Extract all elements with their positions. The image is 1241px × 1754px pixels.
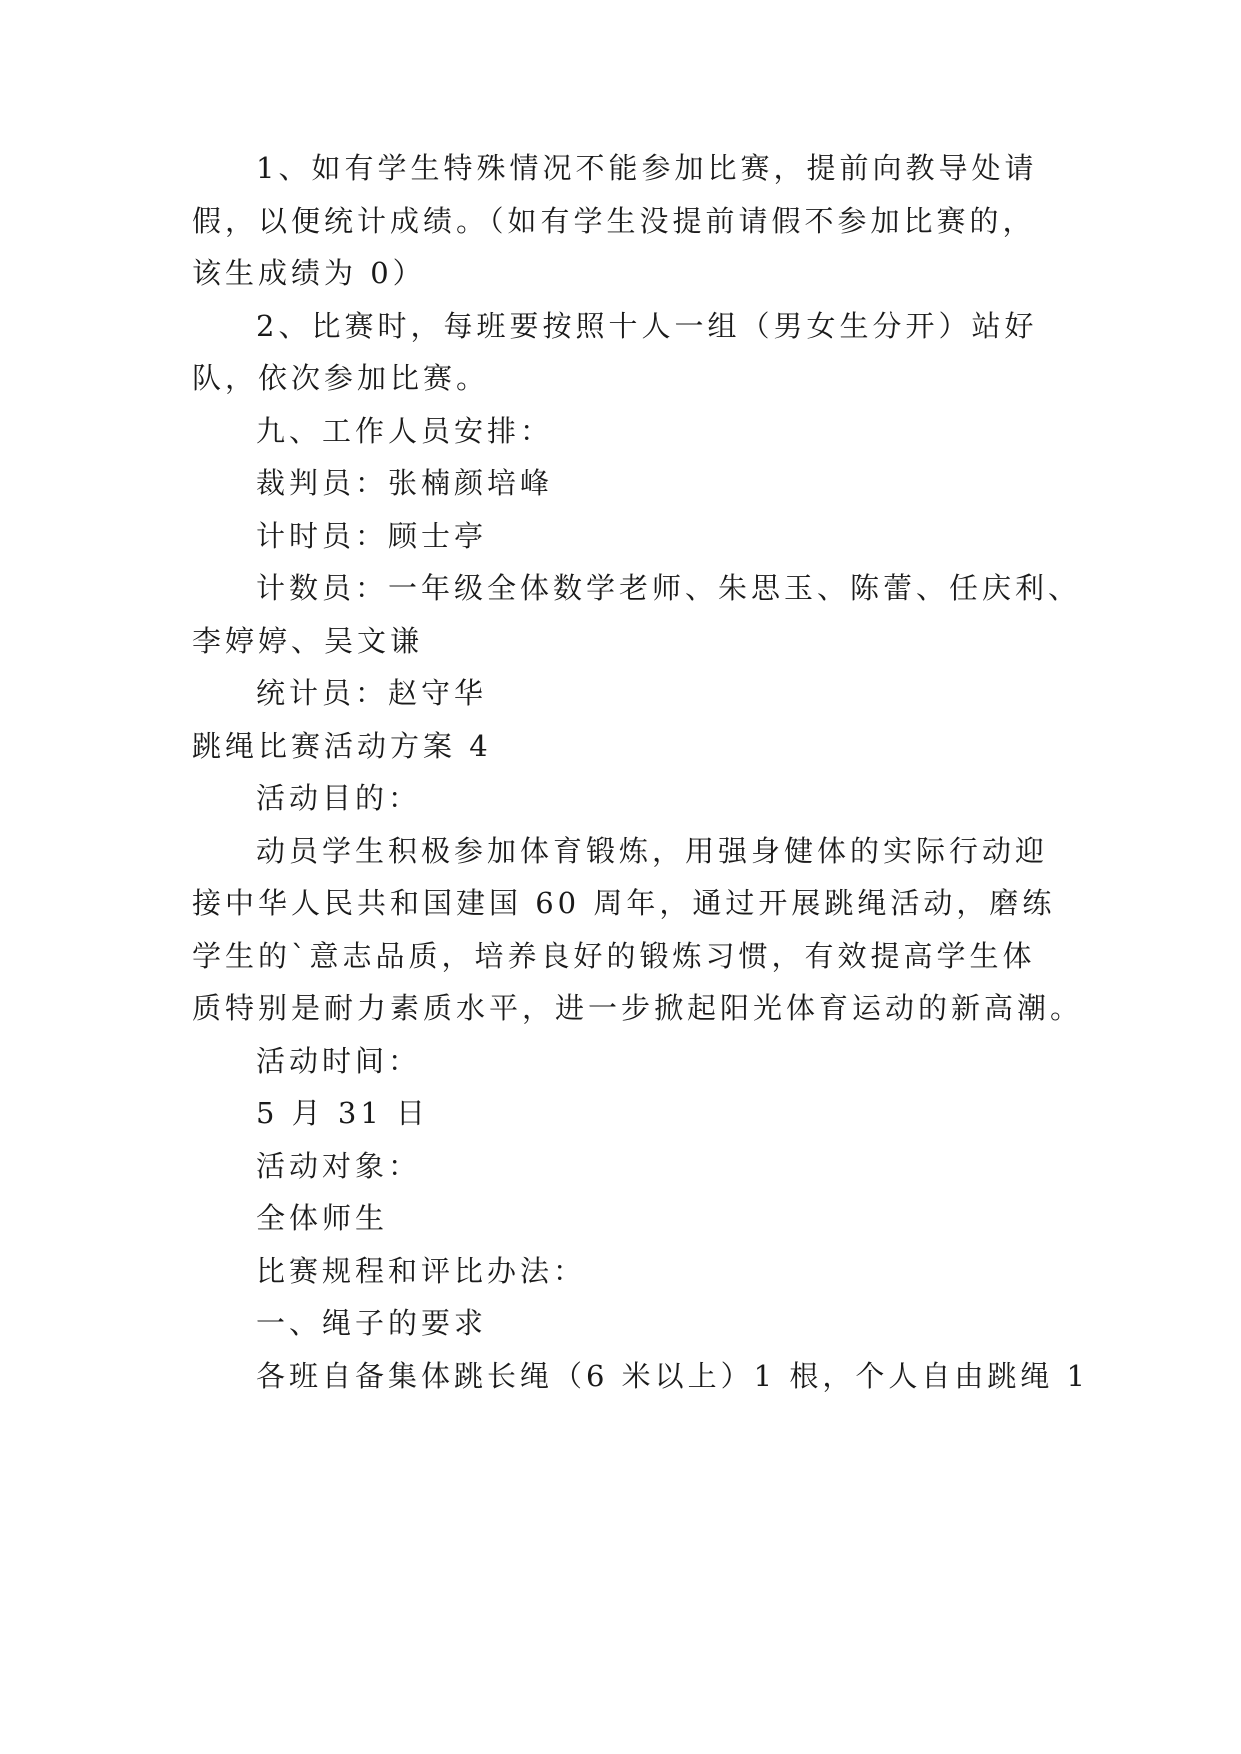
text-line: 裁判员：张楠颜培峰 xyxy=(256,466,554,500)
section-heading: 比赛规程和评比办法： xyxy=(256,1254,587,1288)
text-line: 各班自备集体跳长绳（6 米以上）1 根，个人自由跳绳 1 xyxy=(256,1359,1090,1393)
section-heading: 活动时间： xyxy=(256,1044,422,1078)
section-heading: 九、工作人员安排： xyxy=(256,414,554,448)
text-line: 假，以便统计成绩。（如有学生没提前请假不参加比赛的， xyxy=(192,204,1036,238)
text-line: 质特别是耐力素质水平，进一步掀起阳光体育运动的新高潮。 xyxy=(192,991,1084,1025)
text-line: 1、如有学生特殊情况不能参加比赛，提前向教导处请 xyxy=(256,151,1038,185)
text-line: 5 月 31 日 xyxy=(256,1096,430,1130)
text-line: 队，依次参加比赛。 xyxy=(192,361,490,395)
text-line: 动员学生积极参加体育锻炼，用强身健体的实际行动迎 xyxy=(256,834,1049,868)
section-heading: 一、绳子的要求 xyxy=(256,1306,488,1340)
text-line: 学生的`意志品质，培养良好的锻炼习惯，有效提高学生体 xyxy=(192,939,1036,973)
section-heading: 活动目的： xyxy=(256,781,422,815)
text-line: 计数员：一年级全体数学老师、朱思玉、陈蕾、任庆利、 xyxy=(256,571,1082,605)
text-line: 接中华人民共和国建国 60 周年，通过开展跳绳活动，磨练 xyxy=(192,886,1056,920)
text-line: 李婷婷、吴文谦 xyxy=(192,624,424,658)
section-heading: 活动对象： xyxy=(256,1149,422,1183)
text-line: 计时员：顾士亭 xyxy=(256,519,488,553)
text-line: 全体师生 xyxy=(256,1201,389,1235)
text-line: 统计员：赵守华 xyxy=(256,676,488,710)
text-line: 该生成绩为 0） xyxy=(192,256,426,290)
document-title: 跳绳比赛活动方案 4 xyxy=(192,729,492,763)
text-line: 2、比赛时，每班要按照十人一组（男女生分开）站好 xyxy=(256,309,1038,343)
